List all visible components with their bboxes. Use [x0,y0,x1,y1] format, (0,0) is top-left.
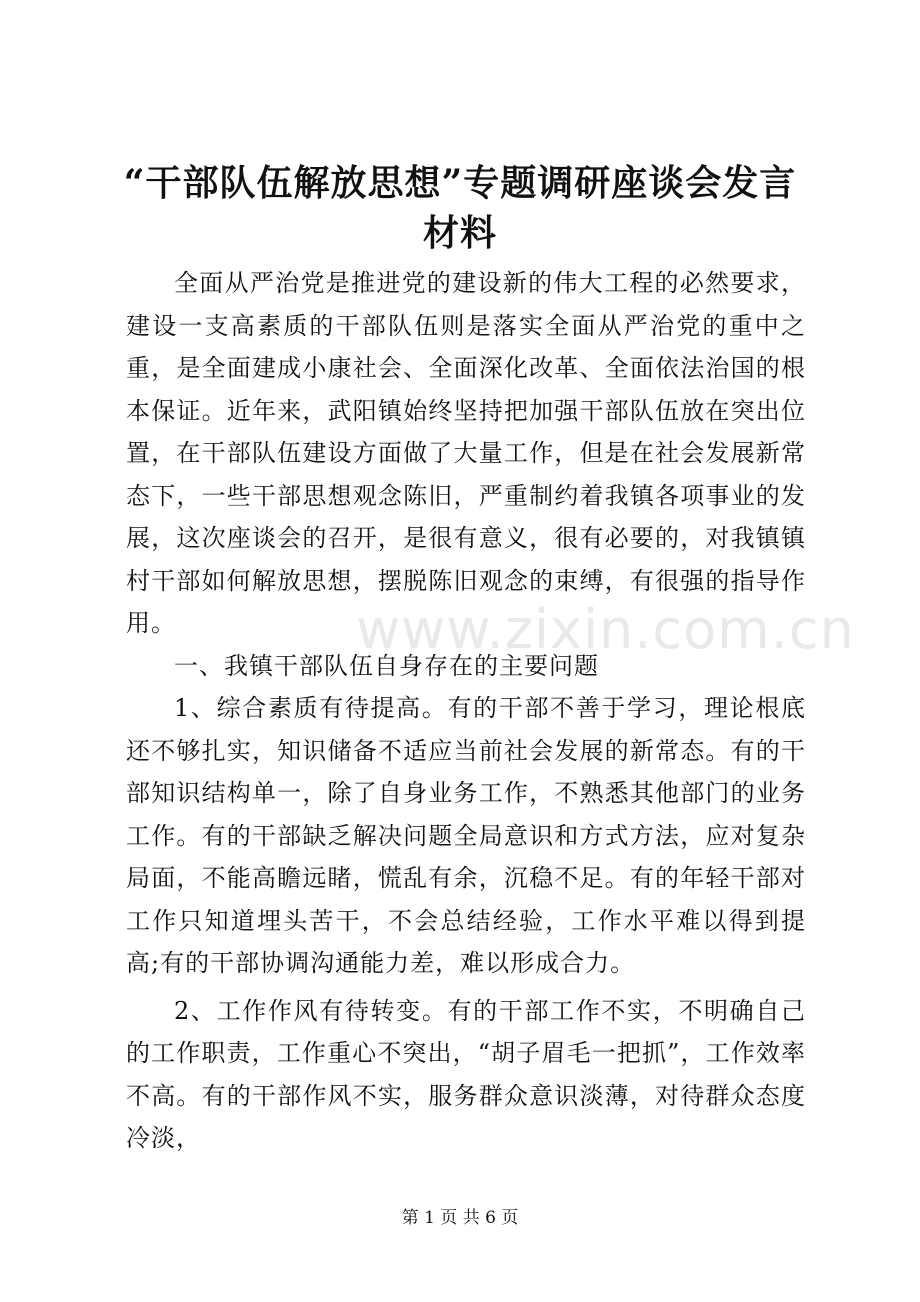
section-heading-problems: 一、我镇干部队伍自身存在的主要问题 [174,651,599,680]
watermark: www.zixin.com.cn [356,598,855,661]
document-title: “干部队伍解放思想”专题调研座谈会发言材料 [123,162,797,254]
document-body [126,262,806,1160]
body-paragraph-intro: 全面从严治党是推进党的建设新的伟大工程的必然要求，建设一支高素质的干部队伍则是落实全面从严治党的重中之重，是全面建成小康社会、全面深化改革、全面依法治国的根本保证。近年来，武阳镇始终坚持把加强干部队伍放在突出位置，在干部队伍建设方面做了大量工作，但是在社会发展新常态下，一些干部思想观念陈旧，严重制约着我镇各项事业的发展，这次座谈会的召开，是很有意义，很有必要的，对我镇镇村干部如何解放思想，摆脱陈旧观念的束缚，有很强的指导作用。 [126,269,806,637]
page-footer: 第 1 页 共 6 页 [401,1208,519,1228]
body-paragraph-quality: 1、综合素质有待提高。有的干部不善于学习，理论根底还不够扎实，知识储备不适应当前社会发展的新常态。有的干部知识结构单一，除了自身业务工作，不熟悉其他部门的业务工作。有的干部缺乏解决问题全局意识和方式方法，应对复杂局面，不能高瞻远睹，慌乱有余，沉稳不足。有的年轻干部对工作只知道埋头苦干，不会总结经验，工作水平难以得到提高;有的干部协调沟通能力差，难以形成合力。 [126,694,806,977]
body-paragraph-style: 2、工作作风有待转变。有的干部工作不实，不明确自己的工作职责，工作重心不突出，“胡子眉毛一把抓”，工作效率不高。有的干部作风不实，服务群众意识淡薄，对待群众态度冷淡， [126,996,806,1152]
